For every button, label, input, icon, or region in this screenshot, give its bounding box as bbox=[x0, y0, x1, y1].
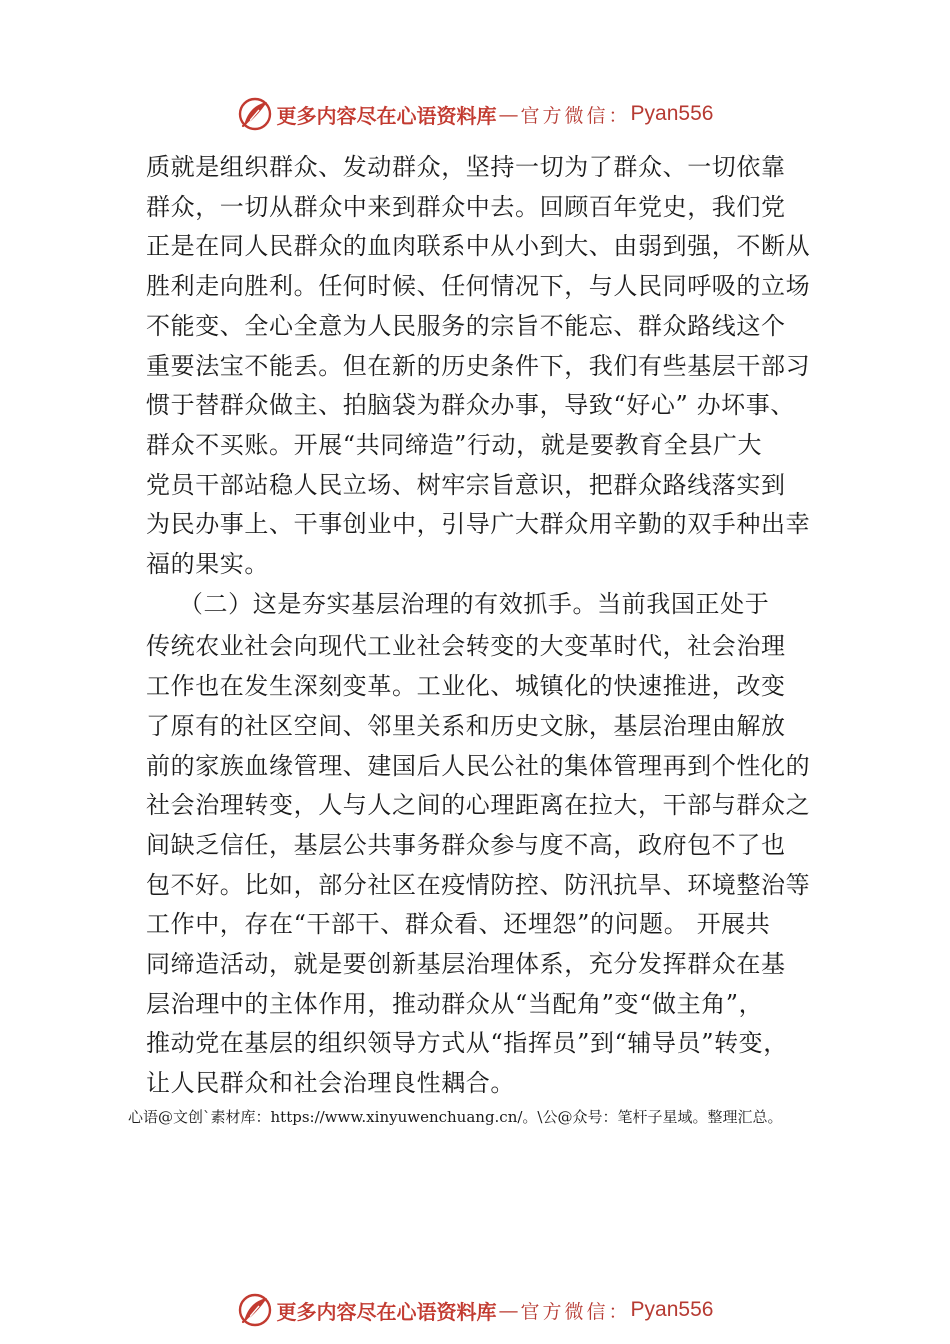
body-line: 福的果实。 bbox=[146, 550, 269, 579]
section-heading-line: （二）这是夯实基层治理的有效抓手。当前我国正处于 bbox=[146, 589, 770, 618]
footer-banner bbox=[0, 1290, 950, 1330]
header-banner bbox=[0, 94, 950, 134]
source-footnote: 心语@文创`素材库：https://www.xinyuwenchuang.cn/。\公@众号：笔杆子星域。整理汇总。 bbox=[128, 1108, 783, 1126]
body-line: 了原有的社区空间、邻里关系和历史文脉，基层治理由解放 bbox=[146, 711, 786, 740]
body-line: 质就是组织群众、发动群众，坚持一切为了群众、一切依靠 bbox=[146, 153, 786, 181]
document-body bbox=[146, 148, 826, 1104]
body-line: 群众不买账。开展“共同缔造”行动，就是要教育全县广大 bbox=[146, 430, 763, 459]
body-line: 重要法宝不能丢。但在新的历史条件下，我们有些基层干部习 bbox=[146, 351, 811, 380]
body-line: 前的家族血缘管理、建国后人民公社的集体管理再到个性化的 bbox=[146, 751, 811, 780]
body-line: 让人民群众和社会治理良性耦合。 bbox=[146, 1069, 515, 1098]
body-line: 工作也在发生深刻变革。工业化、城镇化的快速推进，改变 bbox=[146, 672, 786, 701]
banner-wechat-label: 官方微信： bbox=[520, 1300, 631, 1323]
body-line: 层治理中的主体作用，推动群众从“当配角”变“做主角”， bbox=[146, 989, 764, 1018]
banner-dash: — bbox=[498, 1298, 519, 1322]
quill-leaf-logo-icon bbox=[237, 1292, 273, 1328]
banner-wechat-id: Pyan556 bbox=[630, 102, 714, 125]
banner-main-text: 更多内容尽在心语资料库 bbox=[276, 1299, 497, 1324]
body-line: 社会治理转变，人与人之间的心理距离在拉大，干部与群众之 bbox=[146, 791, 811, 820]
quill-leaf-logo-icon bbox=[237, 96, 273, 132]
banner-dash: — bbox=[498, 102, 519, 126]
body-line: 惯于替群众做主、拍脑袋为群众办事，导致“好心” 办坏事、 bbox=[146, 391, 795, 420]
body-line: 正是在同人民群众的血肉联系中从小到大、由弱到强，不断从 bbox=[146, 232, 811, 261]
body-line: 不能变、全心全意为人民服务的宗旨不能忘、群众路线这个 bbox=[146, 311, 786, 340]
body-line: 工作中，存在“干部干、群众看、还埋怨”的问题。 开展共 bbox=[146, 910, 771, 939]
body-line: 推动党在基层的组织领导方式从“指挥员”到“辅导员”转变， bbox=[146, 1029, 788, 1058]
banner-wechat-id: Pyan556 bbox=[630, 1298, 714, 1321]
body-line: 同缔造活动，就是要创新基层治理体系，充分发挥群众在基 bbox=[146, 950, 786, 979]
body-line: 党员干部站稳人民立场、树牢宗旨意识，把群众路线落实到 bbox=[146, 470, 786, 499]
banner-wechat-label: 官方微信： bbox=[520, 104, 631, 127]
body-line: 群众，一切从群众中来到群众中去。回顾百年党史，我们党 bbox=[146, 192, 786, 221]
body-line: 胜利走向胜利。任何时候、任何情况下，与人民同呼吸的立场 bbox=[146, 272, 811, 301]
body-line: 传统农业社会向现代工业社会转变的大变革时代，社会治理 bbox=[146, 632, 786, 661]
body-line: 包不好。比如，部分社区在疫情防控、防汛抗旱、环境整治等 bbox=[146, 870, 811, 899]
body-line: 为民办事上、干事创业中，引导广大群众用辛勤的双手种出幸 bbox=[146, 510, 811, 539]
banner-main-text: 更多内容尽在心语资料库 bbox=[276, 103, 497, 128]
body-line: 间缺乏信任，基层公共事务群众参与度不高，政府包不了也 bbox=[146, 830, 786, 859]
